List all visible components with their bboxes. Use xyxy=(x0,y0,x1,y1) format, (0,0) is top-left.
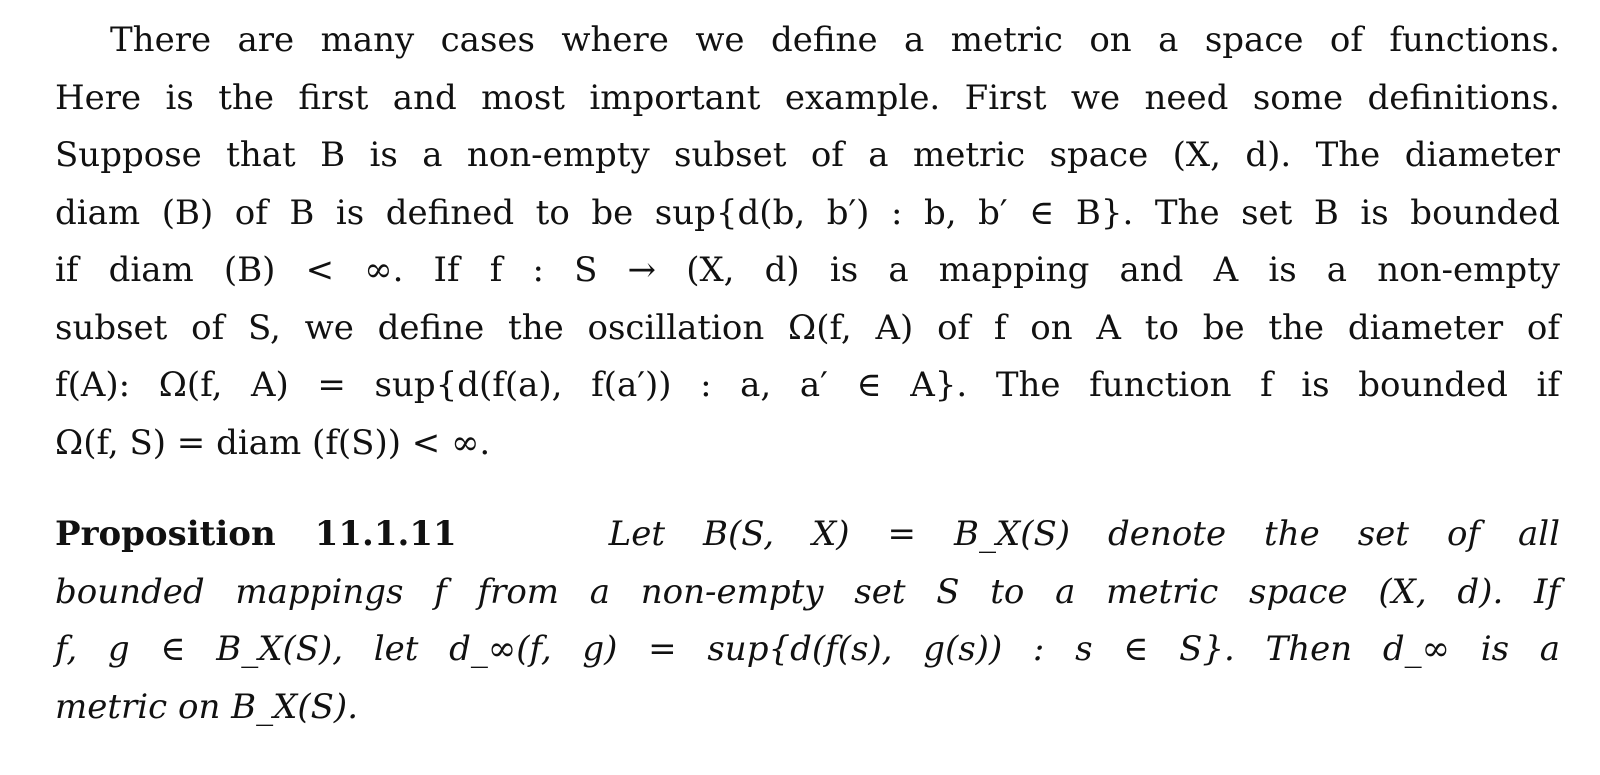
proposition-line: f, g ∈ B_X(S), let d_∞(f, g) = sup{d(f(s), g(s)) : s ∈ S}. Then d_∞ is a xyxy=(55,629,1560,669)
paragraph-line: Suppose that B is a non-empty subset of a metric space (X, d). The diameter xyxy=(55,135,1560,175)
paragraph-line: diam (B) of B is defined to be sup{d(b, b′) : b, b′ ∈ B}. The set B is bounded xyxy=(55,192,1560,233)
proposition-first-line xyxy=(55,506,1560,564)
paragraph-line: if diam (B) < ∞. If f : S → (X, d) is a mapping and A is a non-empty xyxy=(55,250,1560,290)
proposition-line: metric on B_X(S). xyxy=(55,686,358,727)
paragraph-line: subset of S, we define the oscillation Ω(f, A) of f on A to be the diameter of xyxy=(55,307,1560,348)
proposition-line: bounded mappings f from a non-empty set S to a metric space (X, d). If xyxy=(55,571,1560,612)
paragraph-line: f(A): Ω(f, A) = sup{d(f(a), f(a′)) : a, a′ ∈ A}. The function f is bounded if xyxy=(55,365,1560,405)
definitions-paragraph xyxy=(55,12,1560,472)
proposition-line: Let B(S, X) = B_X(S) denote the set of all xyxy=(608,514,1561,554)
paragraph-line: There are many cases where we define a metric on a space of functions. xyxy=(110,20,1560,60)
proposition-block xyxy=(55,506,1560,736)
proposition-label: Proposition 11.1.11 xyxy=(55,514,457,554)
paragraph-line: Here is the first and most important example. First we need some definitions. xyxy=(55,77,1560,118)
paragraph-line: Ω(f, S) = diam (f(S)) < ∞. xyxy=(55,422,491,463)
